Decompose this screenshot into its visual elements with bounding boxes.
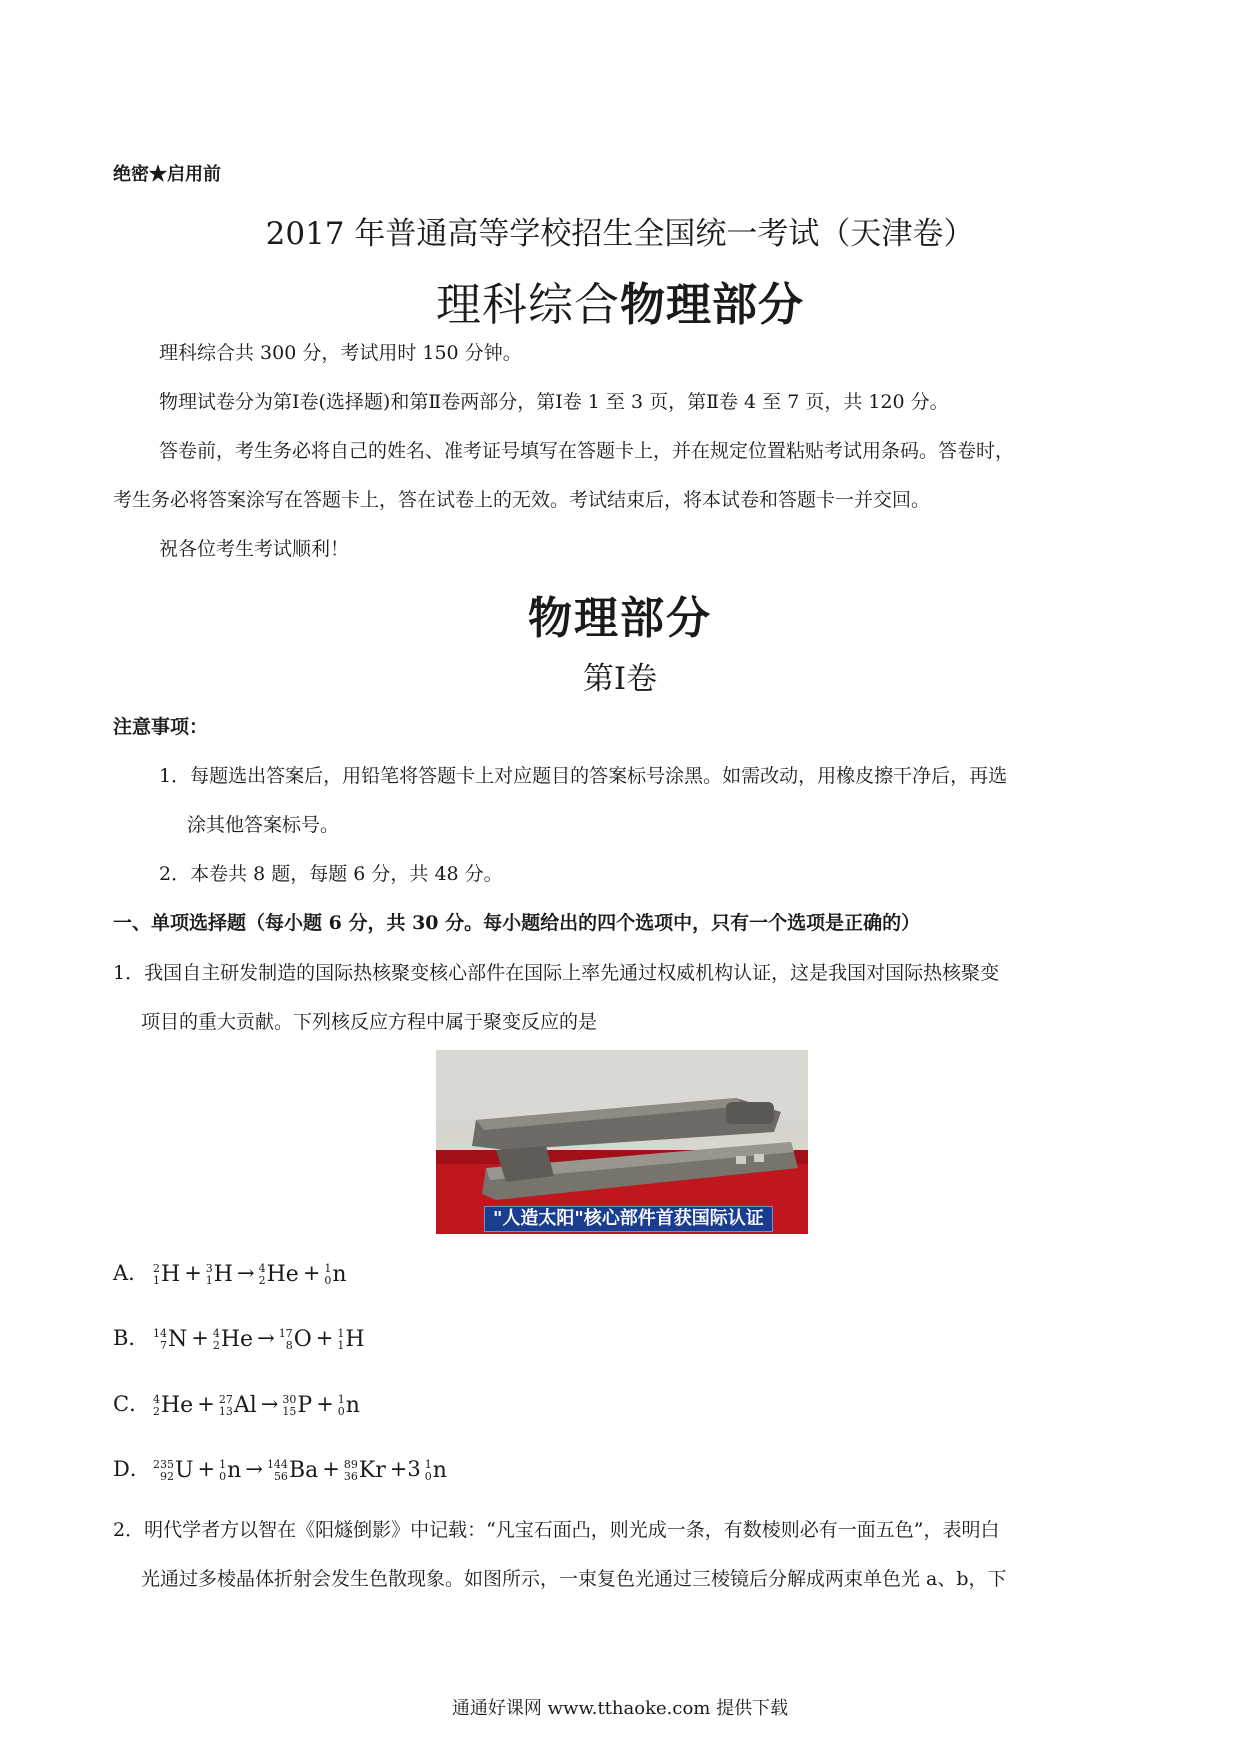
intro-line-2: 物理试卷分为第Ⅰ卷(选择题)和第Ⅱ卷两部分，第Ⅰ卷 1 至 3 页，第Ⅱ卷 4 至 7 页，共 120 分。: [159, 391, 949, 413]
nuclide: [219, 1456, 241, 1486]
nuclide: [153, 1456, 194, 1486]
subject-bold: 物理部分: [620, 278, 805, 331]
element-symbol: He: [266, 1261, 299, 1287]
element-symbol: n: [227, 1457, 242, 1483]
nuclide: [153, 1260, 180, 1290]
intro-line-3a: 答卷前，考生务必将自己的姓名、准考证号填写在答题卡上，并在规定位置粘贴考试用条码。答卷时，: [159, 440, 1015, 462]
element-symbol: He: [161, 1392, 194, 1418]
atomic-number: 36: [343, 1469, 358, 1483]
subject-prefix: 理科综合: [435, 278, 620, 331]
notes-item-1b: 涂其他答案标号。: [187, 814, 340, 836]
mass-number: 89: [343, 1457, 358, 1471]
mass-number: 1: [337, 1392, 345, 1406]
equation-operator: +: [316, 1392, 334, 1416]
q1-line-2: 项目的重大贡献。下列核反应方程中属于聚变反应的是: [141, 1011, 598, 1033]
element-symbol: Kr: [358, 1457, 386, 1483]
nuclide: [324, 1260, 346, 1290]
option-d: [113, 1454, 447, 1486]
part-title: 物理部分: [528, 593, 712, 644]
mass-number: 144: [266, 1457, 288, 1471]
option-a: [113, 1258, 347, 1290]
atomic-number: 92: [160, 1469, 174, 1483]
nuclide: [259, 1260, 299, 1290]
atomic-number: 0: [424, 1469, 432, 1483]
volume-title: 第Ⅰ卷: [582, 661, 658, 697]
mass-number: 17: [278, 1326, 293, 1340]
mass-number: 4: [258, 1261, 266, 1275]
option-label: C．: [113, 1392, 151, 1416]
element-symbol: H: [161, 1261, 181, 1287]
nuclide: [219, 1391, 257, 1421]
atomic-number: 1: [153, 1273, 160, 1287]
mass-number: 30: [282, 1392, 297, 1406]
equation-operator: →: [257, 1326, 275, 1350]
equation-operator: +: [197, 1457, 216, 1481]
nuclide: [338, 1391, 360, 1421]
element-symbol: n: [332, 1261, 347, 1287]
equation-operator: +: [191, 1326, 209, 1350]
equation-operator: →: [236, 1261, 255, 1285]
notes-item-1a: 1．每题选出答案后，用铅笔将答题卡上对应题目的答案标号涂黑。如需改动，用橡皮擦干净后，再选: [159, 765, 1008, 787]
subject-title: [0, 268, 1240, 333]
mass-number: 3: [205, 1261, 213, 1275]
element-symbol: He: [220, 1326, 254, 1352]
notes-item-2: 2．本卷共 8 题，每题 6 分，共 48 分。: [159, 863, 503, 885]
equation-operator: →: [260, 1392, 279, 1416]
intro-line-3b: 考生务必将答案涂写在答题卡上，答在试卷上的无效。考试结束后，将本试卷和答题卡一并交回。: [113, 489, 931, 511]
confidential-mark: 绝密★启用前: [113, 164, 221, 185]
mass-number: 2: [153, 1261, 160, 1275]
option-label: B．: [113, 1326, 150, 1350]
atomic-number: 0: [219, 1469, 227, 1483]
mass-number: 1: [324, 1261, 332, 1275]
nuclide: [267, 1456, 318, 1486]
nuclide: [425, 1456, 447, 1486]
mass-number: 235: [153, 1457, 174, 1471]
equation-operator: +: [197, 1392, 215, 1416]
mass-number: 27: [218, 1392, 233, 1406]
atomic-number: 0: [324, 1273, 332, 1287]
element-symbol: H: [345, 1326, 365, 1352]
q2-line-2: 光通过多棱晶体折射会发生色散现象。如图所示，一束复色光通过三棱镜后分解成两束单色光 a、b，下: [141, 1568, 1007, 1590]
atomic-number: 1: [337, 1338, 345, 1352]
atomic-number: 56: [273, 1469, 288, 1483]
q2-line-1: 2．明代学者方以智在《阳燧倒影》中记载：“凡宝石面凸，则光成一条，有数棱则必有一面五色”，表明白: [113, 1519, 1000, 1541]
atomic-number: 13: [218, 1404, 233, 1418]
nuclide: [344, 1456, 386, 1486]
atomic-number: 2: [153, 1404, 160, 1418]
atomic-number: 2: [212, 1338, 220, 1352]
mass-number: 1: [219, 1457, 227, 1471]
mass-number: 1: [424, 1457, 432, 1471]
equation-operator: →: [245, 1457, 263, 1481]
equation-operator: +: [315, 1326, 334, 1350]
option-label: A．: [113, 1261, 150, 1285]
nuclide: [213, 1325, 253, 1355]
mass-number: 1: [337, 1326, 345, 1340]
element-symbol: Al: [233, 1392, 257, 1418]
notes-heading: 注意事项：: [113, 716, 209, 738]
element-symbol: O: [293, 1326, 312, 1352]
nuclide: [279, 1325, 312, 1355]
atomic-number: 0: [337, 1404, 345, 1418]
nuclide: [206, 1260, 233, 1290]
footer-source: 通通好课网 www.tthaoke.com 提供下载: [451, 1698, 789, 1719]
equation-operator: +: [184, 1261, 202, 1285]
equation-operator: +3: [389, 1457, 421, 1481]
option-b: [113, 1323, 365, 1355]
intro-line-1: 理科综合共 300 分，考试用时 150 分钟。: [159, 342, 522, 364]
mass-number: 14: [153, 1326, 167, 1340]
nuclide: [337, 1325, 364, 1355]
atomic-number: 7: [160, 1338, 167, 1352]
option-label: D．: [113, 1457, 151, 1481]
mass-number: 4: [212, 1326, 220, 1340]
option-c: [113, 1389, 360, 1421]
photo-caption: "人造太阳"核心部件首获国际认证: [484, 1206, 773, 1232]
section-heading: 一、单项选择题（每小题 6 分，共 30 分。每小题给出的四个选项中，只有一个选项是正确的）: [113, 912, 921, 934]
atomic-number: 1: [205, 1273, 213, 1287]
nuclide: [282, 1391, 312, 1421]
element-symbol: n: [432, 1457, 447, 1483]
atomic-number: 2: [258, 1273, 266, 1287]
mass-number: 4: [153, 1392, 160, 1406]
fusion-component-photo: [436, 1050, 808, 1234]
atomic-number: 8: [285, 1338, 293, 1352]
equation-operator: +: [302, 1261, 321, 1285]
atomic-number: 15: [282, 1404, 297, 1418]
intro-line-4: 祝各位考生考试顺利！: [159, 538, 350, 560]
element-symbol: n: [345, 1392, 360, 1418]
element-symbol: H: [213, 1261, 233, 1287]
element-symbol: U: [175, 1457, 194, 1483]
equation-operator: +: [322, 1457, 340, 1481]
exam-title: 2017 年普通高等学校招生全国统一考试（天津卷）: [265, 216, 975, 252]
q1-line-1: 1．我国自主研发制造的国际热核聚变核心部件在国际上率先通过权威机构认证，这是我国对国际热核聚变: [113, 962, 1000, 984]
element-symbol: N: [168, 1326, 188, 1352]
nuclide: [153, 1325, 187, 1355]
nuclide: [153, 1391, 193, 1421]
element-symbol: Ba: [288, 1457, 319, 1483]
element-symbol: P: [297, 1392, 313, 1418]
